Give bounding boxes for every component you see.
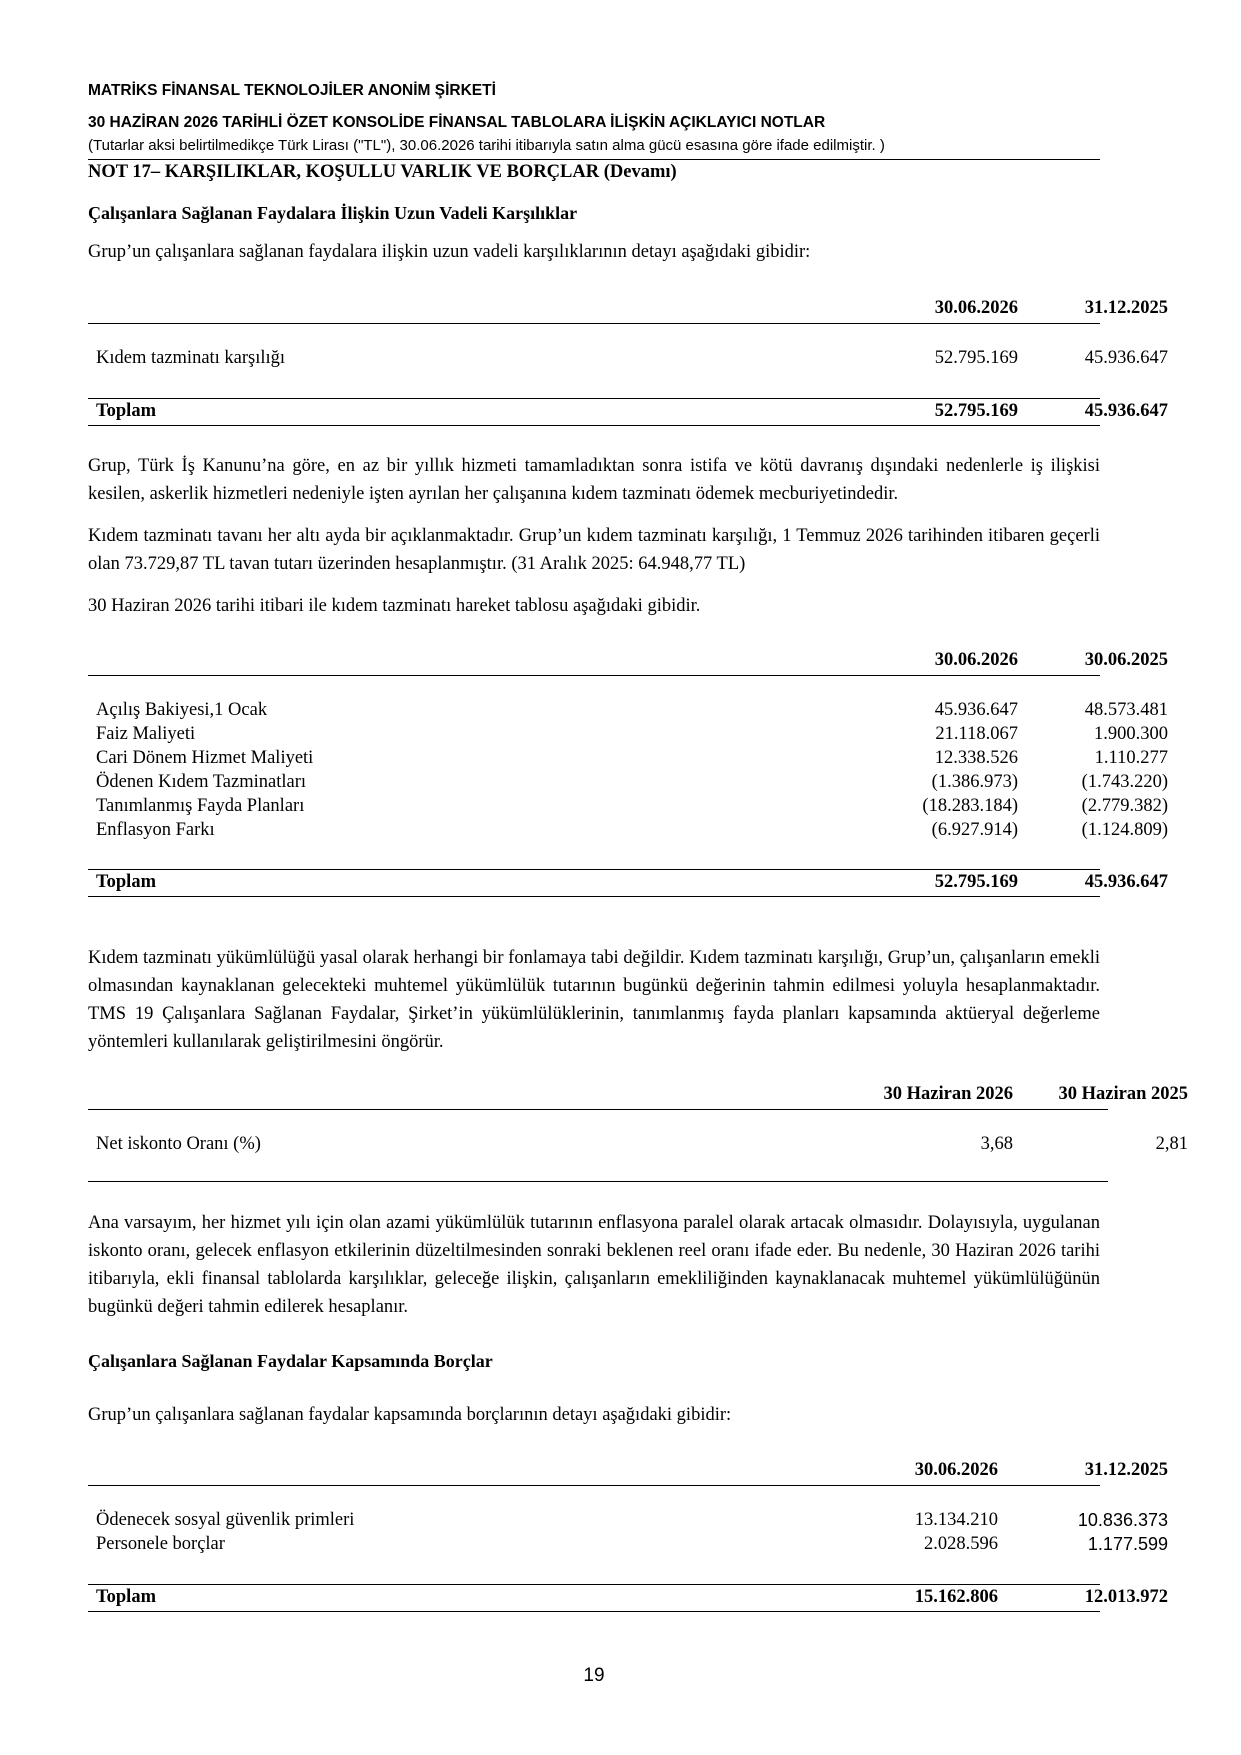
paragraph: Grup, Türk İş Kanunu’na göre, en az bir yıllık hizmeti tamamladıktan sonra istifa ve kötü davranış dışındaki nedenlerle iş ilişkisi kesilen, askerlik hizmetleri nedeniyle işten ayrılan her çalışanına kıdem tazminatı ödemek mecburiyetindedir.	[88, 456, 1100, 504]
row-label: Enflasyon Farkı	[96, 820, 215, 840]
column-header: 30.06.2026	[934, 650, 1018, 670]
row-label: Ödenecek sosyal güvenlik primleri	[96, 1510, 355, 1530]
note-title: NOT 17– KARŞILIKLAR, KOŞULLU VARLIK VE BORÇLAR (Devamı)	[88, 162, 677, 182]
column-header: 31.12.2025	[1084, 1460, 1168, 1480]
column-header: 30.06.2026	[914, 1460, 998, 1480]
total-label: Toplam	[96, 1587, 156, 1607]
paragraph: Kıdem tazminatı yükümlülüğü yasal olarak herhangi bir fonlamaya tabi değildir. Kıdem tazminatı karşılığı, Grup’un, çalışanların emekli olmasından kaynaklanan gelecekteki muhtemel yükümlülük tutarının bugünkü değerinin tahmin edilmesi yoluyla hesaplanmaktadır. TMS 19 Çalışanlara Sağlanan Faydalar, Şirket’in yükümlülüklerinin, tanımlanmış fayda planları kapsamında aktüeryal değerleme yöntemleri kullanılarak geliştirilmesini öngörür.	[88, 948, 1100, 1052]
row-value: (1.386.973)	[931, 772, 1018, 792]
row-value: 2.028.596	[924, 1534, 998, 1554]
total-value: 45.936.647	[1084, 401, 1168, 421]
company-name: MATRİKS FİNANSAL TEKNOLOJİLER ANONİM ŞİRKETİ	[88, 82, 496, 99]
table-rule	[88, 1611, 1100, 1612]
table-rule	[88, 1584, 1100, 1585]
section-intro: Grup’un çalışanlara sağlanan faydalar kapsamında borçlarının detayı aşağıdaki gibidir:	[88, 1405, 732, 1425]
column-header: 30 Haziran 2026	[883, 1084, 1013, 1104]
total-value: 15.162.806	[914, 1587, 998, 1607]
total-value: 52.795.169	[934, 401, 1018, 421]
row-label: Açılış Bakiyesi,1 Ocak	[96, 700, 268, 720]
table-rule	[88, 398, 1100, 399]
table-rule	[88, 323, 1100, 324]
header-divider	[88, 159, 1100, 160]
total-label: Toplam	[96, 401, 156, 421]
column-header: 30.06.2025	[1084, 650, 1168, 670]
row-label: Personele borçlar	[96, 1534, 225, 1554]
row-label: Ödenen Kıdem Tazminatları	[96, 772, 307, 792]
row-value: (18.283.184)	[922, 796, 1018, 816]
column-header: 30 Haziran 2025	[1058, 1084, 1188, 1104]
row-value: (1.124.809)	[1081, 820, 1168, 840]
row-label: Faiz Maliyeti	[96, 724, 196, 744]
table-rule	[88, 869, 1100, 870]
row-value: 2,81	[1155, 1134, 1188, 1154]
table-rule	[88, 1181, 1108, 1182]
row-value: 1.900.300	[1094, 724, 1168, 744]
report-title: 30 HAZİRAN 2026 TARİHLİ ÖZET KONSOLİDE FİNANSAL TABLOLARA İLİŞKİN AÇIKLAYICI NOTLAR	[88, 114, 826, 131]
table-rule	[88, 425, 1100, 426]
total-value: 52.795.169	[934, 872, 1018, 892]
total-value: 45.936.647	[1084, 872, 1168, 892]
row-value: 21.118.067	[935, 724, 1018, 744]
total-value: 12.013.972	[1084, 1587, 1168, 1607]
section-intro: Grup’un çalışanlara sağlanan faydalara ilişkin uzun vadeli karşılıklarının detayı aşağıdaki gibidir:	[88, 242, 811, 262]
table-rule	[88, 1485, 1100, 1486]
row-value: 10.836.373	[1077, 1510, 1168, 1530]
row-value: 52.795.169	[934, 348, 1018, 368]
column-header: 31.12.2025	[1084, 298, 1168, 318]
table-rule	[88, 675, 1100, 676]
paragraph: 30 Haziran 2026 tarihi itibari ile kıdem tazminatı hareket tablosu aşağıdaki gibidir.	[88, 596, 701, 616]
paragraph: Ana varsayım, her hizmet yılı için olan azami yükümlülük tutarının enflasyona paralel olarak artacak olmasıdır. Dolayısıyla, uygulanan iskonto oranı, gelecek enflasyon etkilerinin düzeltilmesinden sonraki beklenen reel oranı ifade eder. Bu nedenle, 30 Haziran 2026 tarihi itibarıyla, ekli finansal tablolarda karşılıklar, geleceğe ilişkin, çalışanların emekliliğinden kaynaklanacak muhtemel yükümlülüğünün bugünkü değeri tahmin edilerek hesaplanır.	[88, 1213, 1100, 1317]
report-subtitle: (Tutarlar aksi belirtilmedikçe Türk Lirası ("TL"), 30.06.2026 tarihi itibarıyla satın alma gücü esasına göre ifade edilmiştir. )	[88, 137, 885, 154]
section-heading-employee-benefit-payables: Çalışanlara Sağlanan Faydalar Kapsamında Borçlar	[88, 1351, 493, 1371]
page-number: 19	[583, 1665, 605, 1686]
row-label: Net iskonto Oranı (%)	[96, 1134, 261, 1154]
total-label: Toplam	[96, 872, 156, 892]
row-value: 48.573.481	[1084, 700, 1168, 720]
paragraph: Kıdem tazminatı tavanı her altı ayda bir açıklanmaktadır. Grup’un kıdem tazminatı karşılığı, 1 Temmuz 2026 tarihinden itibaren geçerli olan 73.729,87 TL tavan tutarı üzerinden hesaplanmıştır. (31 Aralık 2025: 64.948,77 TL)	[88, 526, 1100, 574]
row-value: 1.177.599	[1087, 1534, 1168, 1554]
row-value: (1.743.220)	[1081, 772, 1168, 792]
row-value: 3,68	[980, 1134, 1013, 1154]
column-header: 30.06.2026	[934, 298, 1018, 318]
row-value: 12.338.526	[934, 748, 1018, 768]
row-value: 45.936.647	[1084, 348, 1168, 368]
row-value: (6.927.914)	[931, 820, 1018, 840]
row-value: 45.936.647	[934, 700, 1018, 720]
section-heading-long-term-provisions: Çalışanlara Sağlanan Faydalara İlişkin Uzun Vadeli Karşılıklar	[88, 203, 578, 223]
row-label: Cari Dönem Hizmet Maliyeti	[96, 748, 314, 768]
row-label: Tanımlanmış Fayda Planları	[96, 796, 305, 816]
table-rule	[88, 1109, 1108, 1110]
row-label: Kıdem tazminatı karşılığı	[96, 348, 286, 368]
row-value: (2.779.382)	[1081, 796, 1168, 816]
row-value: 1.110.277	[1094, 748, 1168, 768]
row-value: 13.134.210	[914, 1510, 998, 1530]
table-rule	[88, 896, 1100, 897]
